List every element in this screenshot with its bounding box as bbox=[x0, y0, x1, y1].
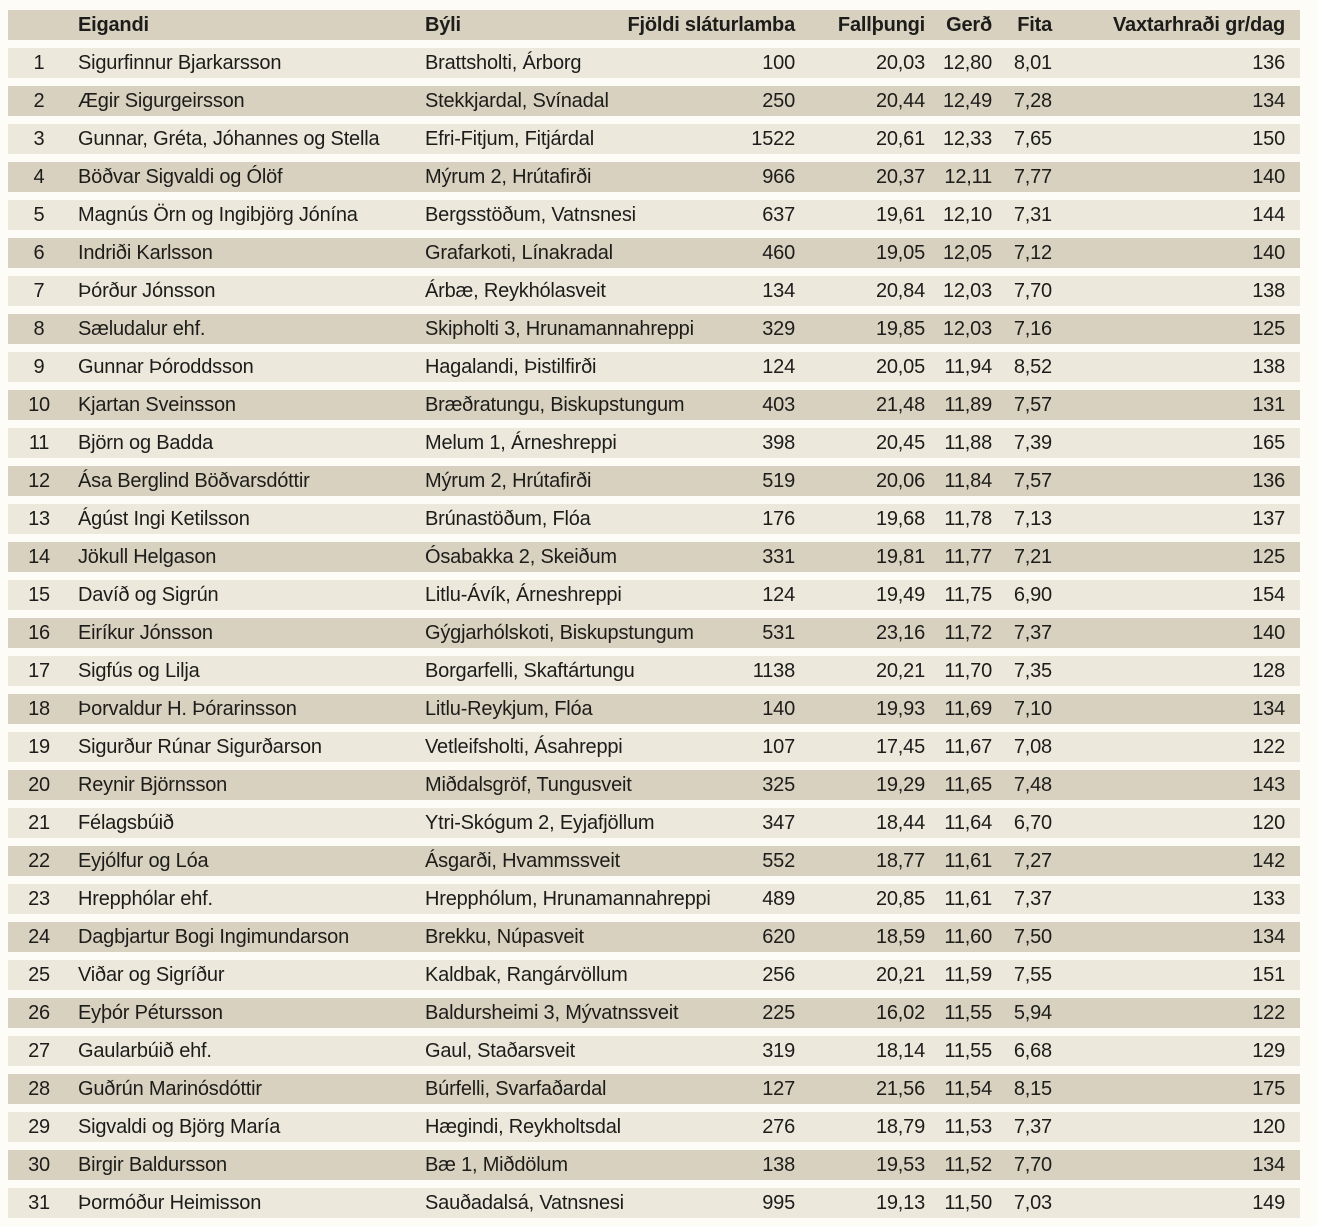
owner-cell: Magnús Örn og Ingibjörg Jónína bbox=[78, 204, 358, 226]
lambs-cell: 276 bbox=[762, 1116, 795, 1138]
weight-cell: 20,85 bbox=[875, 888, 925, 910]
lambs-cell: 620 bbox=[762, 926, 795, 948]
farm-cell: Árbæ, Reykhólasveit bbox=[425, 280, 606, 302]
farm-cell: Miðdalsgröf, Tungusveit bbox=[425, 774, 632, 796]
farm-cell: Gaul, Staðarsveit bbox=[425, 1040, 576, 1062]
lambs-cell: 966 bbox=[762, 166, 795, 188]
weight-cell: 20,45 bbox=[875, 432, 925, 454]
weight-cell: 21,56 bbox=[875, 1078, 925, 1100]
weight-cell: 20,21 bbox=[875, 964, 925, 986]
growth-cell: 125 bbox=[1252, 318, 1285, 340]
lambs-cell: 250 bbox=[762, 90, 795, 112]
farm-cell: Kaldbak, Rangárvöllum bbox=[425, 964, 628, 986]
owner-cell: Ágúst Ingi Ketilsson bbox=[78, 508, 250, 530]
weight-cell: 19,85 bbox=[875, 318, 925, 340]
lambs-cell: 319 bbox=[762, 1040, 795, 1062]
weight-cell: 19,29 bbox=[875, 774, 925, 796]
farm-cell: Stekkjardal, Svínadal bbox=[425, 90, 609, 112]
table-row bbox=[8, 580, 1300, 610]
grade-cell: 11,75 bbox=[944, 584, 992, 606]
lambs-cell: 225 bbox=[762, 1002, 795, 1024]
growth-cell: 120 bbox=[1252, 1116, 1285, 1138]
farm-cell: Grafarkoti, Línakradal bbox=[425, 242, 613, 264]
rank-cell: 5 bbox=[33, 204, 45, 226]
growth-cell: 143 bbox=[1252, 774, 1285, 796]
rank-cell: 3 bbox=[33, 128, 45, 150]
weight-cell: 20,06 bbox=[875, 470, 925, 492]
growth-cell: 125 bbox=[1252, 546, 1285, 568]
weight-cell: 19,05 bbox=[875, 242, 925, 264]
table-row bbox=[8, 162, 1300, 192]
grade-cell: 11,72 bbox=[944, 622, 992, 644]
owner-cell: Þormóður Heimisson bbox=[78, 1192, 262, 1214]
grade-cell: 11,67 bbox=[944, 736, 992, 758]
col-header-weight: Fallþungi bbox=[837, 14, 925, 36]
fat-cell: 7,35 bbox=[1013, 660, 1052, 682]
weight-cell: 20,37 bbox=[875, 166, 925, 188]
fat-cell: 7,31 bbox=[1013, 204, 1052, 226]
col-header-rank bbox=[8, 10, 70, 40]
fat-cell: 7,48 bbox=[1013, 774, 1052, 796]
col-header-grade: Gerð bbox=[946, 14, 992, 36]
owner-cell: Þorvaldur H. Þórarinsson bbox=[78, 698, 297, 720]
owner-cell: Davíð og Sigrún bbox=[78, 584, 219, 606]
table-row bbox=[8, 694, 1300, 724]
table-row bbox=[8, 846, 1300, 876]
rank-cell: 12 bbox=[28, 470, 50, 492]
growth-cell: 149 bbox=[1252, 1192, 1285, 1214]
fat-cell: 7,70 bbox=[1013, 280, 1052, 302]
grade-cell: 11,61 bbox=[944, 888, 992, 910]
table-row bbox=[8, 124, 1300, 154]
lambs-cell: 124 bbox=[762, 584, 795, 606]
owner-cell: Eyþór Pétursson bbox=[78, 1002, 223, 1024]
lambs-cell: 325 bbox=[762, 774, 795, 796]
rank-cell: 17 bbox=[28, 660, 50, 682]
weight-cell: 20,21 bbox=[875, 660, 925, 682]
rank-cell: 23 bbox=[28, 888, 50, 910]
table-row bbox=[8, 884, 1300, 914]
lambs-cell: 552 bbox=[762, 850, 795, 872]
grade-cell: 11,88 bbox=[944, 432, 992, 454]
growth-cell: 165 bbox=[1252, 432, 1285, 454]
grade-cell: 11,77 bbox=[944, 546, 992, 568]
fat-cell: 7,57 bbox=[1013, 394, 1052, 416]
growth-cell: 136 bbox=[1252, 52, 1285, 74]
table-row bbox=[8, 1112, 1300, 1142]
growth-cell: 142 bbox=[1252, 850, 1285, 872]
farm-cell: Gýgjarhólskoti, Biskupstungum bbox=[425, 622, 694, 644]
lambs-cell: 329 bbox=[762, 318, 795, 340]
owner-cell: Sigvaldi og Björg María bbox=[78, 1116, 281, 1138]
table-row bbox=[8, 808, 1300, 838]
farm-cell: Baldursheimi 3, Mývatnssveit bbox=[425, 1002, 679, 1024]
grade-cell: 11,52 bbox=[944, 1154, 992, 1176]
rank-cell: 2 bbox=[33, 90, 45, 112]
rank-cell: 30 bbox=[28, 1154, 50, 1176]
lambs-cell: 519 bbox=[762, 470, 795, 492]
rank-cell: 27 bbox=[28, 1040, 50, 1062]
fat-cell: 7,50 bbox=[1013, 926, 1052, 948]
lambs-cell: 138 bbox=[762, 1154, 795, 1176]
table-row bbox=[8, 732, 1300, 762]
rank-cell: 21 bbox=[28, 812, 50, 834]
farm-cell: Litlu-Ávík, Árneshreppi bbox=[425, 584, 622, 606]
table-header bbox=[8, 10, 1300, 40]
fat-cell: 7,16 bbox=[1013, 318, 1052, 340]
grade-cell: 11,50 bbox=[944, 1192, 992, 1214]
grade-cell: 11,54 bbox=[944, 1078, 992, 1100]
rank-cell: 22 bbox=[28, 850, 50, 872]
farm-cell: Brattsholti, Árborg bbox=[425, 52, 582, 74]
fat-cell: 7,10 bbox=[1013, 698, 1052, 720]
table-row bbox=[8, 1036, 1300, 1066]
growth-cell: 128 bbox=[1252, 660, 1285, 682]
weight-cell: 18,79 bbox=[875, 1116, 925, 1138]
growth-cell: 131 bbox=[1252, 394, 1285, 416]
fat-cell: 7,55 bbox=[1013, 964, 1052, 986]
farm-cell: Ósabakka 2, Skeiðum bbox=[425, 546, 617, 568]
weight-cell: 18,59 bbox=[875, 926, 925, 948]
growth-cell: 134 bbox=[1252, 1154, 1285, 1176]
lambs-cell: 531 bbox=[762, 622, 795, 644]
weight-cell: 18,77 bbox=[875, 850, 925, 872]
lambs-cell: 398 bbox=[762, 432, 795, 454]
lambs-cell: 1522 bbox=[751, 128, 795, 150]
farm-cell: Sauðadalsá, Vatnsnesi bbox=[425, 1192, 624, 1214]
lambs-cell: 127 bbox=[762, 1078, 795, 1100]
weight-cell: 16,02 bbox=[875, 1002, 925, 1024]
table-row bbox=[8, 542, 1300, 572]
farm-cell: Litlu-Reykjum, Flóa bbox=[425, 698, 593, 720]
growth-cell: 122 bbox=[1252, 736, 1285, 758]
owner-cell: Eiríkur Jónsson bbox=[78, 622, 213, 644]
fat-cell: 7,37 bbox=[1013, 622, 1052, 644]
col-header-growth: Vaxtarhraði gr/dag bbox=[1112, 14, 1285, 36]
weight-cell: 19,49 bbox=[875, 584, 925, 606]
grade-cell: 11,69 bbox=[944, 698, 992, 720]
col-header-lambs-label: Fjöldi sláturlamba bbox=[627, 14, 795, 36]
owner-cell: Gunnar Þóroddsson bbox=[78, 356, 254, 378]
table-row bbox=[8, 466, 1300, 496]
owner-cell: Ása Berglind Böðvarsdóttir bbox=[78, 470, 310, 492]
rank-cell: 18 bbox=[28, 698, 50, 720]
grade-cell: 11,60 bbox=[944, 926, 992, 948]
fat-cell: 7,21 bbox=[1013, 546, 1052, 568]
grade-cell: 11,65 bbox=[944, 774, 992, 796]
owner-cell: Reynir Björnsson bbox=[78, 774, 228, 796]
farm-cell: Búrfelli, Svarfaðardal bbox=[425, 1078, 607, 1100]
lambs-cell: 124 bbox=[762, 356, 795, 378]
weight-cell: 20,05 bbox=[875, 356, 925, 378]
grade-cell: 12,10 bbox=[942, 204, 992, 226]
table-row bbox=[8, 656, 1300, 686]
rank-cell: 10 bbox=[28, 394, 50, 416]
owner-cell: Sigurfinnur Bjarkarsson bbox=[78, 52, 282, 74]
owner-cell: Kjartan Sveinsson bbox=[78, 394, 236, 416]
owner-cell: Sæludalur ehf. bbox=[78, 318, 206, 340]
weight-cell: 19,93 bbox=[875, 698, 925, 720]
grade-cell: 11,55 bbox=[944, 1002, 992, 1024]
farm-cell: Bergsstöðum, Vatnsnesi bbox=[425, 204, 636, 226]
rank-cell: 8 bbox=[33, 318, 45, 340]
rank-cell: 28 bbox=[28, 1078, 50, 1100]
lambs-cell: 995 bbox=[762, 1192, 795, 1214]
growth-cell: 136 bbox=[1252, 470, 1285, 492]
fat-cell: 7,13 bbox=[1013, 508, 1052, 530]
farm-cell: Melum 1, Árneshreppi bbox=[425, 432, 617, 454]
grade-cell: 12,03 bbox=[942, 280, 992, 302]
farm-cell: Efri-Fitjum, Fitjárdal bbox=[425, 128, 594, 150]
grade-cell: 12,11 bbox=[944, 166, 992, 188]
owner-cell: Gaularbúið ehf. bbox=[78, 1040, 212, 1062]
table-row bbox=[8, 428, 1300, 458]
table-row bbox=[8, 390, 1300, 420]
fat-cell: 6,70 bbox=[1013, 812, 1052, 834]
grade-cell: 11,59 bbox=[944, 964, 992, 986]
fat-cell: 7,12 bbox=[1013, 242, 1052, 264]
rank-cell: 11 bbox=[28, 432, 50, 454]
table-row bbox=[8, 86, 1300, 116]
owner-cell: Ægir Sigurgeirsson bbox=[78, 90, 245, 112]
table-row bbox=[8, 238, 1300, 268]
col-header-fat: Fita bbox=[1017, 14, 1052, 36]
growth-cell: 140 bbox=[1252, 622, 1285, 644]
farm-cell: Vetleifsholti, Ásahreppi bbox=[425, 736, 623, 758]
weight-cell: 21,48 bbox=[875, 394, 925, 416]
table-row bbox=[8, 770, 1300, 800]
grade-cell: 11,84 bbox=[944, 470, 992, 492]
growth-cell: 138 bbox=[1252, 356, 1285, 378]
fat-cell: 8,52 bbox=[1013, 356, 1052, 378]
owner-cell: Guðrún Marinósdóttir bbox=[78, 1078, 262, 1100]
table-row bbox=[8, 1150, 1300, 1180]
weight-cell: 19,81 bbox=[875, 546, 925, 568]
farm-cell: Bæ 1, Miðdölum bbox=[425, 1154, 568, 1176]
growth-cell: 144 bbox=[1252, 204, 1285, 226]
fat-cell: 7,37 bbox=[1013, 1116, 1052, 1138]
lambs-cell: 134 bbox=[762, 280, 795, 302]
weight-cell: 20,44 bbox=[875, 90, 925, 112]
weight-cell: 20,03 bbox=[875, 52, 925, 74]
weight-cell: 19,53 bbox=[875, 1154, 925, 1176]
growth-cell: 134 bbox=[1252, 90, 1285, 112]
table-row bbox=[8, 618, 1300, 648]
table-row bbox=[8, 998, 1300, 1028]
lambs-cell: 100 bbox=[762, 52, 795, 74]
growth-cell: 154 bbox=[1252, 584, 1285, 606]
growth-cell: 151 bbox=[1252, 964, 1285, 986]
farm-cell: Ytri-Skógum 2, Eyjafjöllum bbox=[425, 812, 655, 834]
fat-cell: 7,08 bbox=[1013, 736, 1052, 758]
grade-cell: 11,64 bbox=[944, 812, 992, 834]
lambs-cell: 347 bbox=[762, 812, 795, 834]
weight-cell: 19,13 bbox=[875, 1192, 925, 1214]
weight-cell: 19,61 bbox=[875, 204, 925, 226]
fat-cell: 8,01 bbox=[1013, 52, 1052, 74]
rank-cell: 24 bbox=[28, 926, 50, 948]
growth-cell: 133 bbox=[1252, 888, 1285, 910]
fat-cell: 7,37 bbox=[1013, 888, 1052, 910]
lambs-cell: 403 bbox=[762, 394, 795, 416]
grade-cell: 11,89 bbox=[944, 394, 992, 416]
growth-cell: 140 bbox=[1252, 242, 1285, 264]
fat-cell: 7,03 bbox=[1013, 1192, 1052, 1214]
weight-cell: 23,16 bbox=[875, 622, 925, 644]
grade-cell: 12,03 bbox=[942, 318, 992, 340]
table-row bbox=[8, 314, 1300, 344]
table-row bbox=[8, 504, 1300, 534]
weight-cell: 19,68 bbox=[875, 508, 925, 530]
rank-cell: 14 bbox=[28, 546, 50, 568]
rank-cell: 29 bbox=[28, 1116, 50, 1138]
farm-cell: Mýrum 2, Hrútafirði bbox=[425, 166, 592, 188]
fat-cell: 7,39 bbox=[1013, 432, 1052, 454]
rank-cell: 25 bbox=[28, 964, 50, 986]
grade-cell: 11,55 bbox=[944, 1040, 992, 1062]
fat-cell: 6,90 bbox=[1013, 584, 1052, 606]
grade-cell: 11,94 bbox=[944, 356, 992, 378]
rank-cell: 6 bbox=[33, 242, 45, 264]
rank-cell: 7 bbox=[33, 280, 45, 302]
grade-cell: 11,53 bbox=[944, 1116, 992, 1138]
owner-cell: Sigfús og Lilja bbox=[78, 660, 200, 682]
growth-cell: 138 bbox=[1252, 280, 1285, 302]
owner-cell: Eyjólfur og Lóa bbox=[78, 850, 209, 872]
table-body bbox=[8, 48, 1300, 1218]
table-row bbox=[8, 1074, 1300, 1104]
lambs-cell: 176 bbox=[762, 508, 795, 530]
growth-cell: 120 bbox=[1252, 812, 1285, 834]
weight-cell: 17,45 bbox=[875, 736, 925, 758]
farm-cell: Borgarfelli, Skaftártungu bbox=[425, 660, 635, 682]
farm-cell: Brekku, Núpasveit bbox=[425, 926, 584, 948]
header-row bbox=[8, 10, 1300, 40]
weight-cell: 18,14 bbox=[875, 1040, 925, 1062]
owner-cell: Dagbjartur Bogi Ingimundarson bbox=[78, 926, 350, 948]
farm-cell: Brúnastöðum, Flóa bbox=[425, 508, 591, 530]
fat-cell: 7,57 bbox=[1013, 470, 1052, 492]
grade-cell: 11,70 bbox=[944, 660, 992, 682]
growth-cell: 134 bbox=[1252, 698, 1285, 720]
col-header-owner: Eigandi bbox=[78, 14, 149, 36]
growth-cell: 129 bbox=[1252, 1040, 1285, 1062]
owner-cell: Birgir Baldursson bbox=[78, 1154, 227, 1176]
rank-cell: 4 bbox=[33, 166, 45, 188]
farm-cell: Bræðratungu, Biskupstungum bbox=[425, 394, 685, 416]
growth-cell: 134 bbox=[1252, 926, 1285, 948]
rank-cell: 19 bbox=[28, 736, 50, 758]
farm-cell: Hægindi, Reykholtsdal bbox=[425, 1116, 621, 1138]
table-row bbox=[8, 352, 1300, 382]
owner-cell: Þórður Jónsson bbox=[78, 280, 216, 302]
lambs-cell: 331 bbox=[762, 546, 795, 568]
rank-cell: 13 bbox=[28, 508, 50, 530]
rank-cell: 9 bbox=[33, 356, 45, 378]
owner-cell: Sigurður Rúnar Sigurðarson bbox=[78, 736, 322, 758]
owner-cell: Jökull Helgason bbox=[78, 546, 217, 568]
owner-cell: Gunnar, Gréta, Jóhannes og Stella bbox=[78, 128, 380, 150]
owner-cell: Félagsbúið bbox=[78, 812, 174, 834]
farm-cell: Mýrum 2, Hrútafirði bbox=[425, 470, 592, 492]
table-row bbox=[8, 276, 1300, 306]
rank-cell: 16 bbox=[28, 622, 50, 644]
rank-cell: 1 bbox=[33, 52, 45, 74]
fat-cell: 7,65 bbox=[1013, 128, 1052, 150]
lambs-cell: 256 bbox=[762, 964, 795, 986]
grade-cell: 11,78 bbox=[944, 508, 992, 530]
owner-cell: Viðar og Sigríður bbox=[78, 964, 225, 986]
weight-cell: 20,61 bbox=[875, 128, 925, 150]
grade-cell: 12,49 bbox=[942, 90, 992, 112]
rank-cell: 31 bbox=[28, 1192, 50, 1214]
fat-cell: 7,77 bbox=[1013, 166, 1052, 188]
table-row bbox=[8, 960, 1300, 990]
fat-cell: 7,27 bbox=[1013, 850, 1052, 872]
grade-cell: 12,33 bbox=[942, 128, 992, 150]
lambs-cell: 140 bbox=[762, 698, 795, 720]
lambs-cell: 1138 bbox=[752, 660, 795, 682]
lambs-cell: 107 bbox=[762, 736, 795, 758]
owner-cell: Hrepphólar ehf. bbox=[78, 888, 213, 910]
farm-cell: Hrepphólum, Hrunamannahreppi bbox=[425, 888, 711, 910]
fat-cell: 6,68 bbox=[1013, 1040, 1052, 1062]
grade-cell: 12,05 bbox=[942, 242, 992, 264]
table-row bbox=[8, 922, 1300, 952]
fat-cell: 7,70 bbox=[1013, 1154, 1052, 1176]
growth-cell: 175 bbox=[1252, 1078, 1285, 1100]
col-header-farm: Býli bbox=[425, 14, 461, 36]
table-row bbox=[8, 200, 1300, 230]
farm-cell: Hagalandi, Þistilfirði bbox=[425, 356, 597, 378]
rank-cell: 20 bbox=[28, 774, 50, 796]
fat-cell: 5,94 bbox=[1013, 1002, 1052, 1024]
grade-cell: 11,61 bbox=[944, 850, 992, 872]
owner-cell: Indriði Karlsson bbox=[78, 242, 213, 264]
fat-cell: 8,15 bbox=[1013, 1078, 1052, 1100]
fat-cell: 7,28 bbox=[1013, 90, 1052, 112]
ranking-table bbox=[8, 2, 1300, 1226]
table-row bbox=[8, 48, 1300, 78]
lambs-cell: 460 bbox=[762, 242, 795, 264]
table-row bbox=[8, 1188, 1300, 1218]
col-header-lambs bbox=[627, 10, 798, 40]
rank-cell: 15 bbox=[28, 584, 50, 606]
lambs-cell: 489 bbox=[762, 888, 795, 910]
farm-cell: Ásgarði, Hvammssveit bbox=[425, 850, 620, 872]
growth-cell: 122 bbox=[1252, 1002, 1285, 1024]
grade-cell: 12,80 bbox=[942, 52, 992, 74]
farm-cell: Skipholti 3, Hrunamannahreppi bbox=[425, 318, 694, 340]
owner-cell: Böðvar Sigvaldi og Ólöf bbox=[78, 166, 283, 188]
weight-cell: 20,84 bbox=[875, 280, 925, 302]
owner-cell: Björn og Badda bbox=[78, 432, 214, 454]
rank-cell: 26 bbox=[28, 1002, 50, 1024]
growth-cell: 150 bbox=[1252, 128, 1285, 150]
growth-cell: 137 bbox=[1252, 508, 1285, 530]
lambs-cell: 637 bbox=[762, 204, 795, 226]
weight-cell: 18,44 bbox=[875, 812, 925, 834]
growth-cell: 140 bbox=[1252, 166, 1285, 188]
